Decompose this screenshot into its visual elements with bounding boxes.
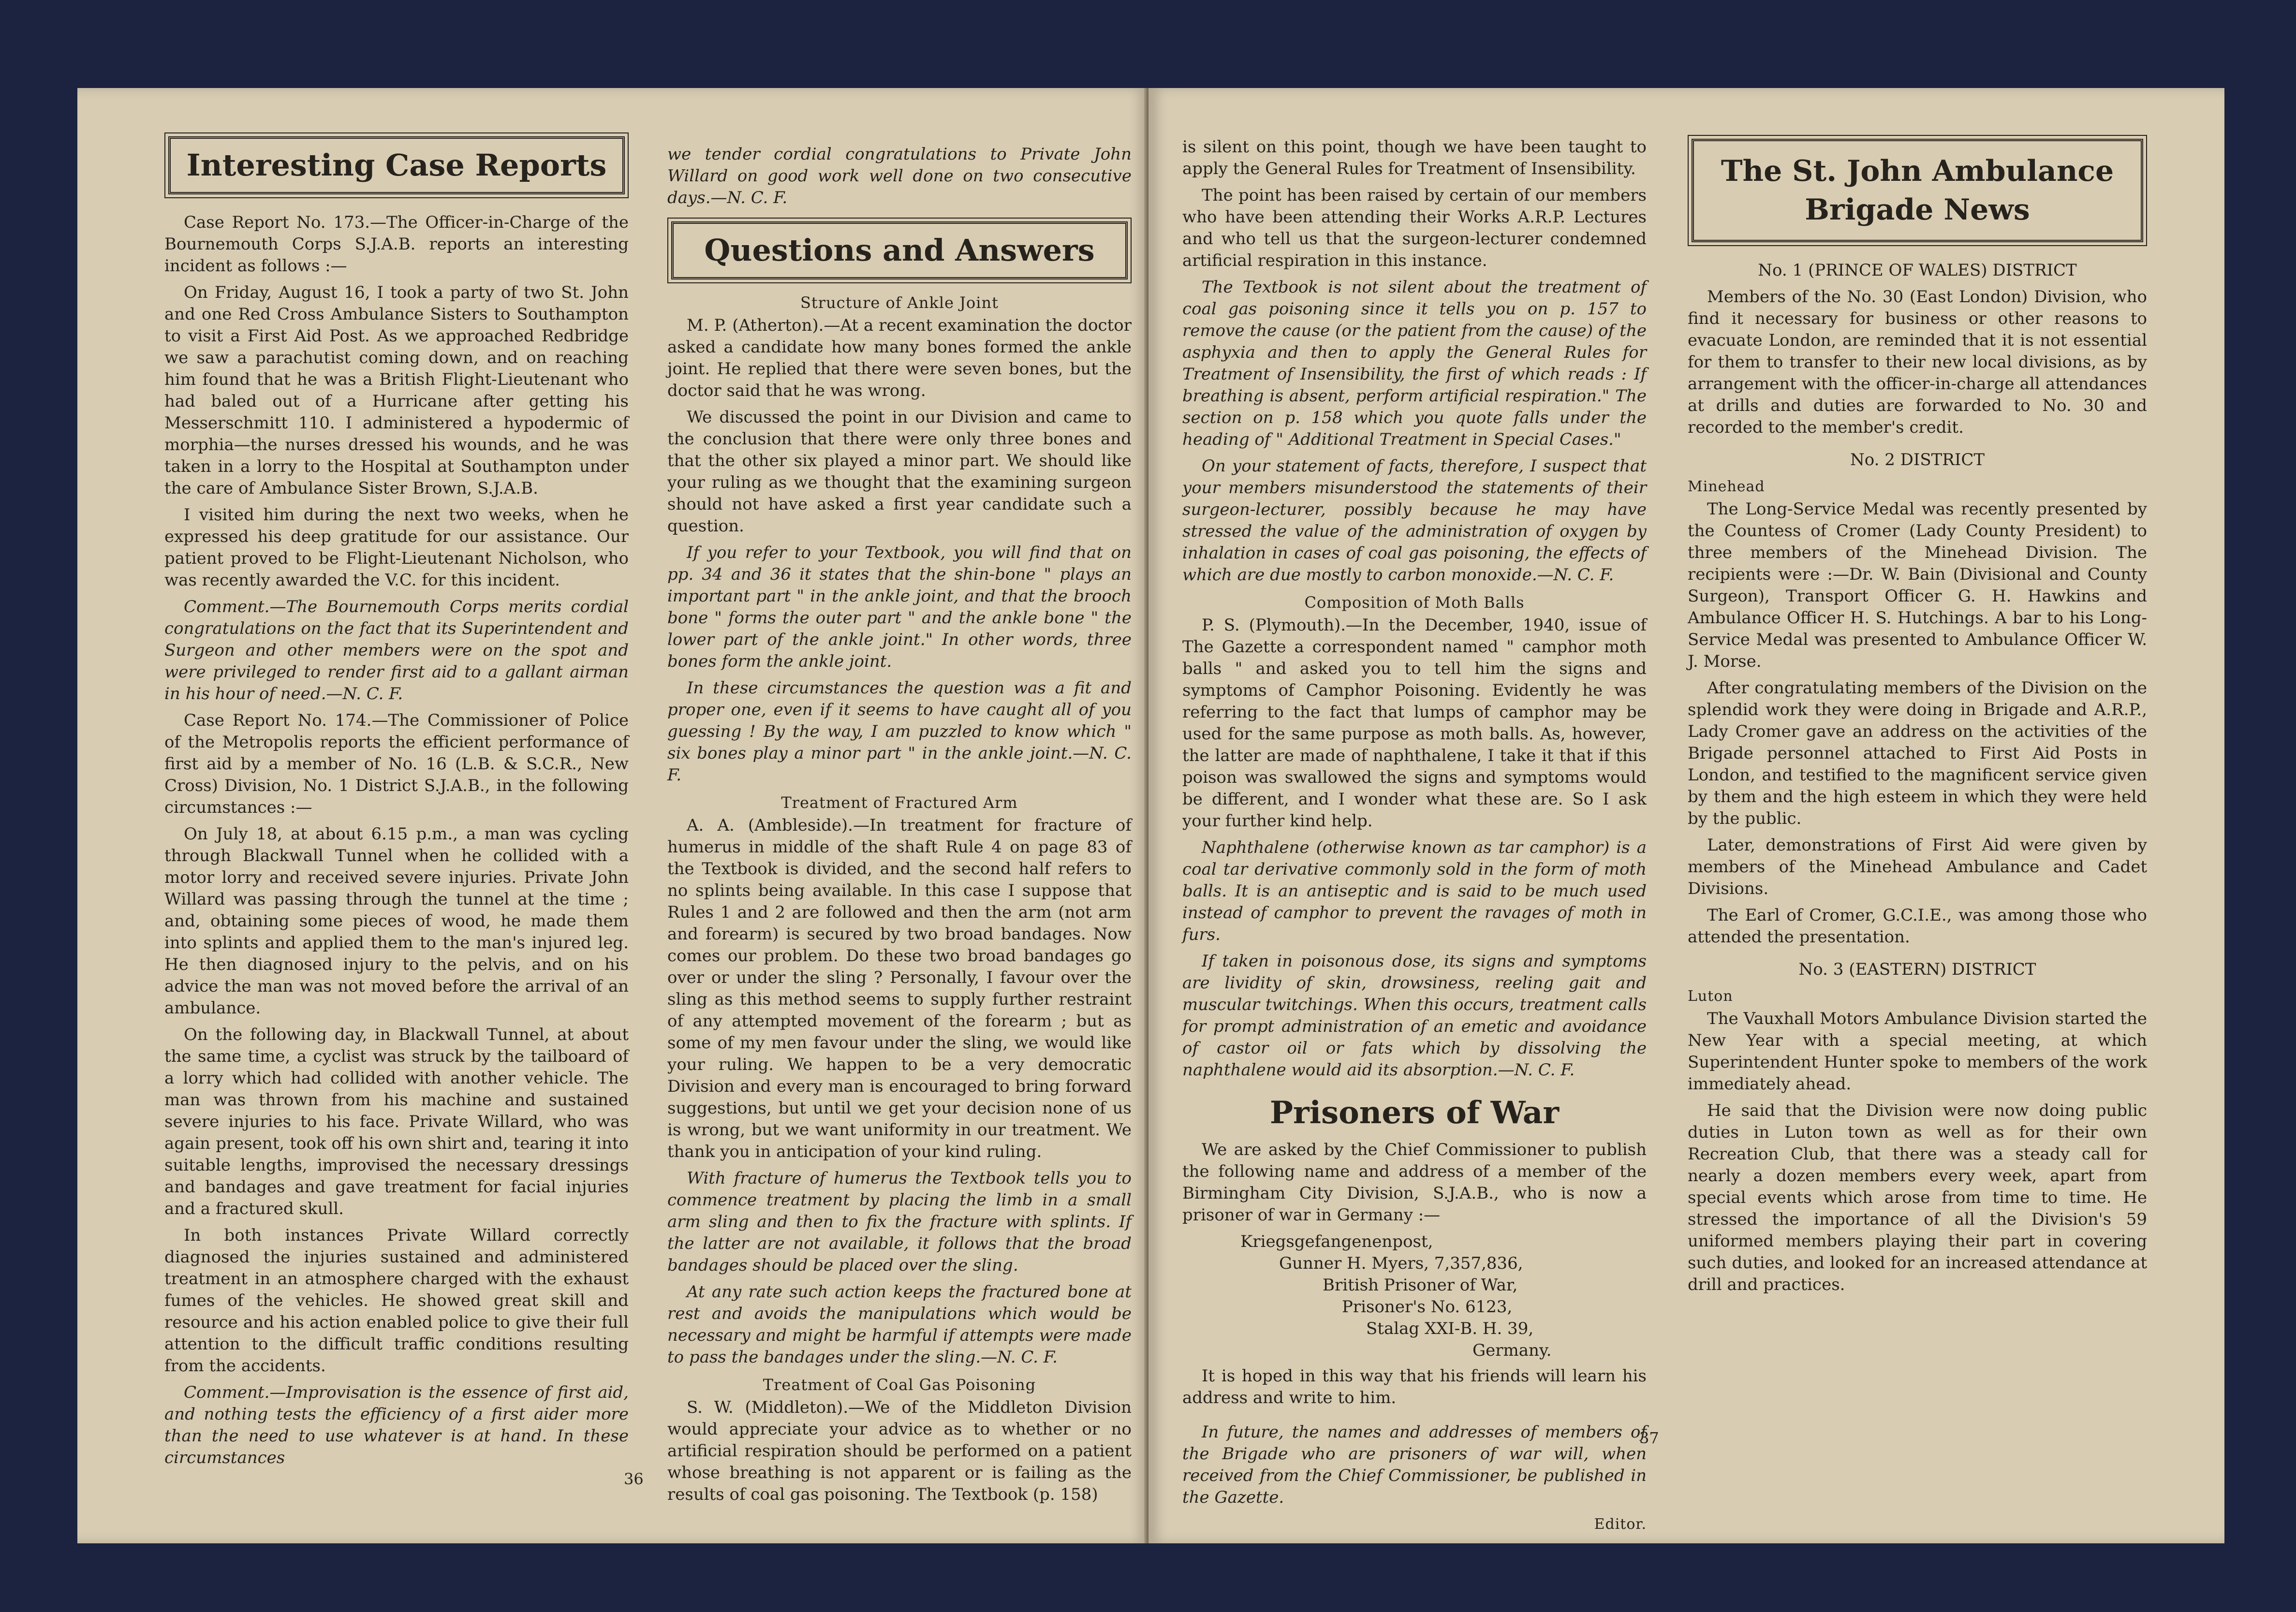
case-reports-column <box>164 132 629 1474</box>
news-paragraph: The Long-Service Medal was recently presented by the Countess of Cromer (Lady County President) to three members of the Minehead Division. The recipients were :—Dr. W. Bain (Divisional and County Surgeon), Transport Officer G. H. Hawkins and Ambulance Officer H. S. Hutchings. A bar to his Long-Service Medal was presented to Ambulance Officer W. J. Morse. <box>1688 499 2147 671</box>
question-paragraph: We discussed the point in our Division and came to the conclusion that there were only three bones and that the other six played a minor part. We should like your ruling as we thought that the examining surgeon should not have asked a first year candidate such a question. <box>667 408 1132 536</box>
news-paragraph: The Earl of Cromer, G.C.I.E., was among those who attended the presentation. <box>1688 906 2147 947</box>
answer-paragraph: Naphthalene (otherwise known as tar camphor) is a coal tar derivative commonly sold in the form of moth balls. It is an antiseptic and is said to be much used instead of camphor to prevent the ravages of moth in furs. <box>1182 838 1647 944</box>
page-number: 36 <box>624 1470 644 1488</box>
ankle-section-title: Structure of Ankle Joint <box>800 293 999 312</box>
case-report-paragraph: On July 18, at about 6.15 p.m., a man was cycling through Blackwall Tunnel when he collided with a motor lorry and received severe injuries. Private John Willard was passing through the tunnel at the time ; and, obtaining some pieces of wood, he made them into splints and applied them to the man's injured leg. He then diagnosed injury to the pelvis, and on his advice the man was not moved before the arrival of an ambulance. <box>164 824 629 1018</box>
division-subheading: Luton <box>1688 988 1733 1005</box>
arm-section-title: Treatment of Fractured Arm <box>781 793 1018 812</box>
district-heading: No. 1 (PRINCE OF WALES) DISTRICT <box>1758 261 2077 280</box>
news-paragraph: Later, demonstrations of First Aid were given by members of the Minehead Ambulance and Cadet Divisions. <box>1688 835 2147 898</box>
case-report-comment: Comment.—The Bournemouth Corps merits cordial congratulations on the fact that its Superintendent and Surgeon and other members were on the spot and were privileged to render first aid to a gallant airman in his hour of need.—N. C. F. <box>164 597 629 703</box>
address-line: Kriegsgefangenenpost, <box>1240 1232 1433 1251</box>
prisoners-paragraph: We are asked by the Chief Commissioner to publish the following name and address of a member of the Birmingham City Division, S.J.A.B., who is now a prisoner of war in Germany :— <box>1182 1140 1647 1225</box>
prisoner-address <box>1182 1231 1647 1362</box>
case-report-173-intro: Case Report No. 173.—The Officer-in-Charge of the Bournemouth Corps S.J.A.B. reports an interesting incident as follows :— <box>164 213 629 276</box>
address-line: Prisoner's No. 6123, <box>1342 1297 1513 1317</box>
gas-section-title: Treatment of Coal Gas Poisoning <box>763 1376 1036 1394</box>
case-report-paragraph: On Friday, August 16, I took a party of two St. John and one Red Cross Ambulance Sisters to Southampton to visit a First Aid Post. As we approached Redbridge we saw a parachutist coming down, and on reaching him found that he was a British Flight-Lieutenant who had baled out of a Hurricane after getting his Messerschmitt 110. I administered a hypodermic of morphia—the nurses dressed his wounds, and he was taken in a lorry to the Hospital at Southampton under the care of Ambulance Sister Brown, S.J.A.B. <box>164 283 629 498</box>
address-line: Stalag XXI-B. H. 39, <box>1366 1319 1534 1338</box>
question-paragraph: S. W. (Middleton).—We of the Middleton Division would appreciate your advice as to whether or no artificial respiration should be performed on a patient whose breathing is not apparent or is failing as the results of coal gas poisoning. The Textbook (p. 158) <box>667 1398 1132 1504</box>
questions-column <box>667 144 1132 1510</box>
left-page <box>77 88 1148 1543</box>
question-paragraph: P. S. (Plymouth).—In the December, 1940, issue of The Gazette a correspondent named " camphor moth balls " and asked you to tell him the signs and symptoms of Camphor Poisoning. Evidently he was referring to the fact that lumps of camphor may be used for the same purpose as moth balls. As, however, the latter are made of naphthalene, I take it that if this poison was swallowed the signs and symptoms would be different, and I wonder what these are. So I ask your further kind help. <box>1182 615 1647 831</box>
answer-paragraph: The point has been raised by certain of our members who have been attending their Works A.R.P. Lectures and who tell us that the surgeon-lecturer condemned artificial respiration in this instance. <box>1182 186 1647 270</box>
answer-paragraph: On your statement of facts, therefore, I suspect that your members misunderstood the statements of their surgeon-lecturer, possibly because he may have stressed the value of the administration of oxygen by inhalation in cases of coal gas poisoning, the effects of which are due mostly to carbon monoxide.—N. C. F. <box>1182 456 1647 585</box>
news-paragraph: After congratulating members of the Division on the splendid work they were doing in Brigade and A.R.P., Lady Cromer gave an address on the activities of the Brigade personnel attached to First Aid Posts in London, and testified to the magnificent service given by them and the high esteem in which they were held by the public. <box>1688 678 2147 828</box>
prisoners-of-war-heading: Prisoners of War <box>1269 1095 1560 1131</box>
questions-heading: Questions and Answers <box>671 221 1128 279</box>
question-paragraph: A. A. (Ambleside).—In treatment for fracture of humerus in middle of the shaft Rule 4 on page 83 of the Textbook is divided, and the second half refers to no splints being available. In this case I suppose that Rules 1 and 2 are followed and then the arm (not arm and forearm) is secured by two broad bandages. Now comes our problem. Do these two broad bandages go over or under the sling ? Personally, I favour over the sling as this method seems to supply further restraint of any attempted movement of the forearm ; but as some of my men favour under the sling, we would like your ruling. We happen to be a very democratic Division and every man is encouraged to bring forward suggestions, but until we get your decision none of us is wrong, but we want uniformity in our treatment. We thank you in anticipation of your kind ruling. <box>667 816 1132 1161</box>
case-report-paragraph: In both instances Private Willard correctly diagnosed the injuries sustained and administered treatment in an atmosphere charged with the exhaust fumes of the vehicles. He showed great skill and resource and his action enabled police to give their full attention to the difficult traffic conditions resulting from the accidents. <box>164 1226 629 1376</box>
case-reports-heading: Interesting Case Reports <box>168 136 625 194</box>
prisoners-paragraph: It is hoped in this way that his friends will learn his address and write to him. <box>1182 1366 1647 1407</box>
answers-continued-column <box>1182 136 1647 1540</box>
district-heading: No. 3 (EASTERN) DISTRICT <box>1798 960 2036 979</box>
brigade-news-column <box>1688 134 2147 1301</box>
news-paragraph: Members of the No. 30 (East London) Division, who find it necessary for business or other reasons to evacuate London, are reminded that it is not essential for them to transfer to their new local divisions, as by arrangement with the officer-in-charge all attendances at drills and duties are forwarded to No. 30 and recorded to the member's credit. <box>1688 287 2147 437</box>
case-report-paragraph: I visited him during the next two weeks, when he expressed his deep gratitude for our assistance. Our patient proved to be Flight-Lieutenant Nicholson, who was recently awarded the V.C. for this incident. <box>164 505 629 590</box>
case-report-paragraph: On the following day, in Blackwall Tunnel, at about the same time, a cyclist was struck by the tailboard of a lorry which had collided with another vehicle. The man was thrown from his machine and sustained severe injuries to his face. Private Willard, who was again present, took off his own shirt and, tearing it into suitable lengths, improvised the necessary dressings and bandages and gave treatment for facial injuries and a fractured skull. <box>164 1025 629 1218</box>
address-line: Gunner H. Myers, 7,357,836, <box>1279 1254 1523 1273</box>
answer-paragraph: With fracture of humerus the Textbook tells you to commence treatment by placing the limb in a small arm sling and then to fix the fracture with splints. If the latter are not available, it follows that the broad bandages should be placed over the sling. <box>667 1169 1132 1275</box>
case-report-174-intro: Case Report No. 174.—The Commissioner of Police of the Metropolis reports the efficient performance of first aid by a member of No. 16 (L.B. & S.C.R., New Cross) Division, No. 1 District S.J.A.B., in the following circumstances :— <box>164 711 629 817</box>
answer-paragraph: In these circumstances the question was a fit and proper one, even if it seems to have caught all of you guessing ! By the way, I am puzzled to know which " six bones play a minor part " in the ankle joint.—N. C. F. <box>667 678 1132 785</box>
answer-paragraph: The Textbook is not silent about the treatment of coal gas poisoning since it tells you on p. 157 to remove the cause (or the patient from the cause) of the asphyxia and then to apply the General Rules for Treatment of Insensibility, the first of which reads : If breathing is absent, perform artificial respiration." The section on p. 158 which you quote falls under the heading of " Additional Treatment in Special Cases." <box>1182 278 1647 449</box>
answer-paragraph: If taken in poisonous dose, its signs and symptoms are lividity of skin, drowsiness, reeling gait and muscular twitchings. When this occurs, treatment calls for prompt administration of an emetic and avoidance of castor oil or fats which by dissolving the naphthalene would aid its absorption.—N. C. F. <box>1182 952 1647 1080</box>
news-paragraph: The Vauxhall Motors Ambulance Division started the New Year with a special meeting, at which Superintendent Hunter spoke to members of the work immediately ahead. <box>1688 1009 2147 1094</box>
moth-section-title: Composition of Moth Balls <box>1304 593 1525 612</box>
prisoners-paragraph: In future, the names and addresses of members of the Brigade who are prisoners of war will, when received from the Chief Commissioner, be published in the Gazette. <box>1182 1422 1647 1507</box>
case-report-comment: Comment.—Improvisation is the essence of first aid, and nothing tests the efficiency of a first aider more than the need to use whatever is at hand. In these circumstances <box>164 1383 629 1467</box>
address-line: British Prisoner of War, <box>1323 1275 1518 1295</box>
answer-paragraph: At any rate such action keeps the fractured bone at rest and avoids the manipulations which would be necessary and might be harmful if attempts were made to pass the bandages under the sling.—N. C. F. <box>667 1282 1132 1367</box>
page-number: 37 <box>1639 1429 1659 1447</box>
editor-signature: Editor. <box>1594 1516 1647 1533</box>
brigade-news-heading: The St. John Ambulance Brigade News <box>1692 139 2143 242</box>
answer-paragraph: If you refer to your Textbook, you will find that on pp. 34 and 36 it states that the shin-bone " plays an important part " in the ankle joint, and that the brooch bone " forms the outer part " and the ankle bone " the lower part of the ankle joint." In other words, three bones form the ankle joint. <box>667 543 1132 671</box>
right-page <box>1148 88 2224 1543</box>
question-paragraph: M. P. (Atherton).—At a recent examination the doctor asked a candidate how many bones formed the ankle joint. He replied that there were seven bones, but the doctor said that he was wrong. <box>667 316 1132 400</box>
news-paragraph: He said that the Division were now doing public duties in Luton town as well as for their own Recreation Club, that there was a steady call for nearly a dozen members every week, apart from special events which arose from time to time. He stressed the importance of all the Division's 59 uniformed members playing their part in covering such duties, and looked for an increased attendance at drill and practices. <box>1688 1101 2147 1294</box>
district-heading: No. 2 DISTRICT <box>1850 450 1985 469</box>
address-line: Germany. <box>1472 1341 1552 1360</box>
congratulations-continued: we tender cordial congratulations to Private John Willard on good work well done on two consecutive days.—N. C. F. <box>667 145 1132 207</box>
answer-paragraph: is silent on this point, though we have been taught to apply the General Rules for Treatment of Insensibility. <box>1182 137 1647 178</box>
division-subheading: Minehead <box>1688 478 1765 495</box>
